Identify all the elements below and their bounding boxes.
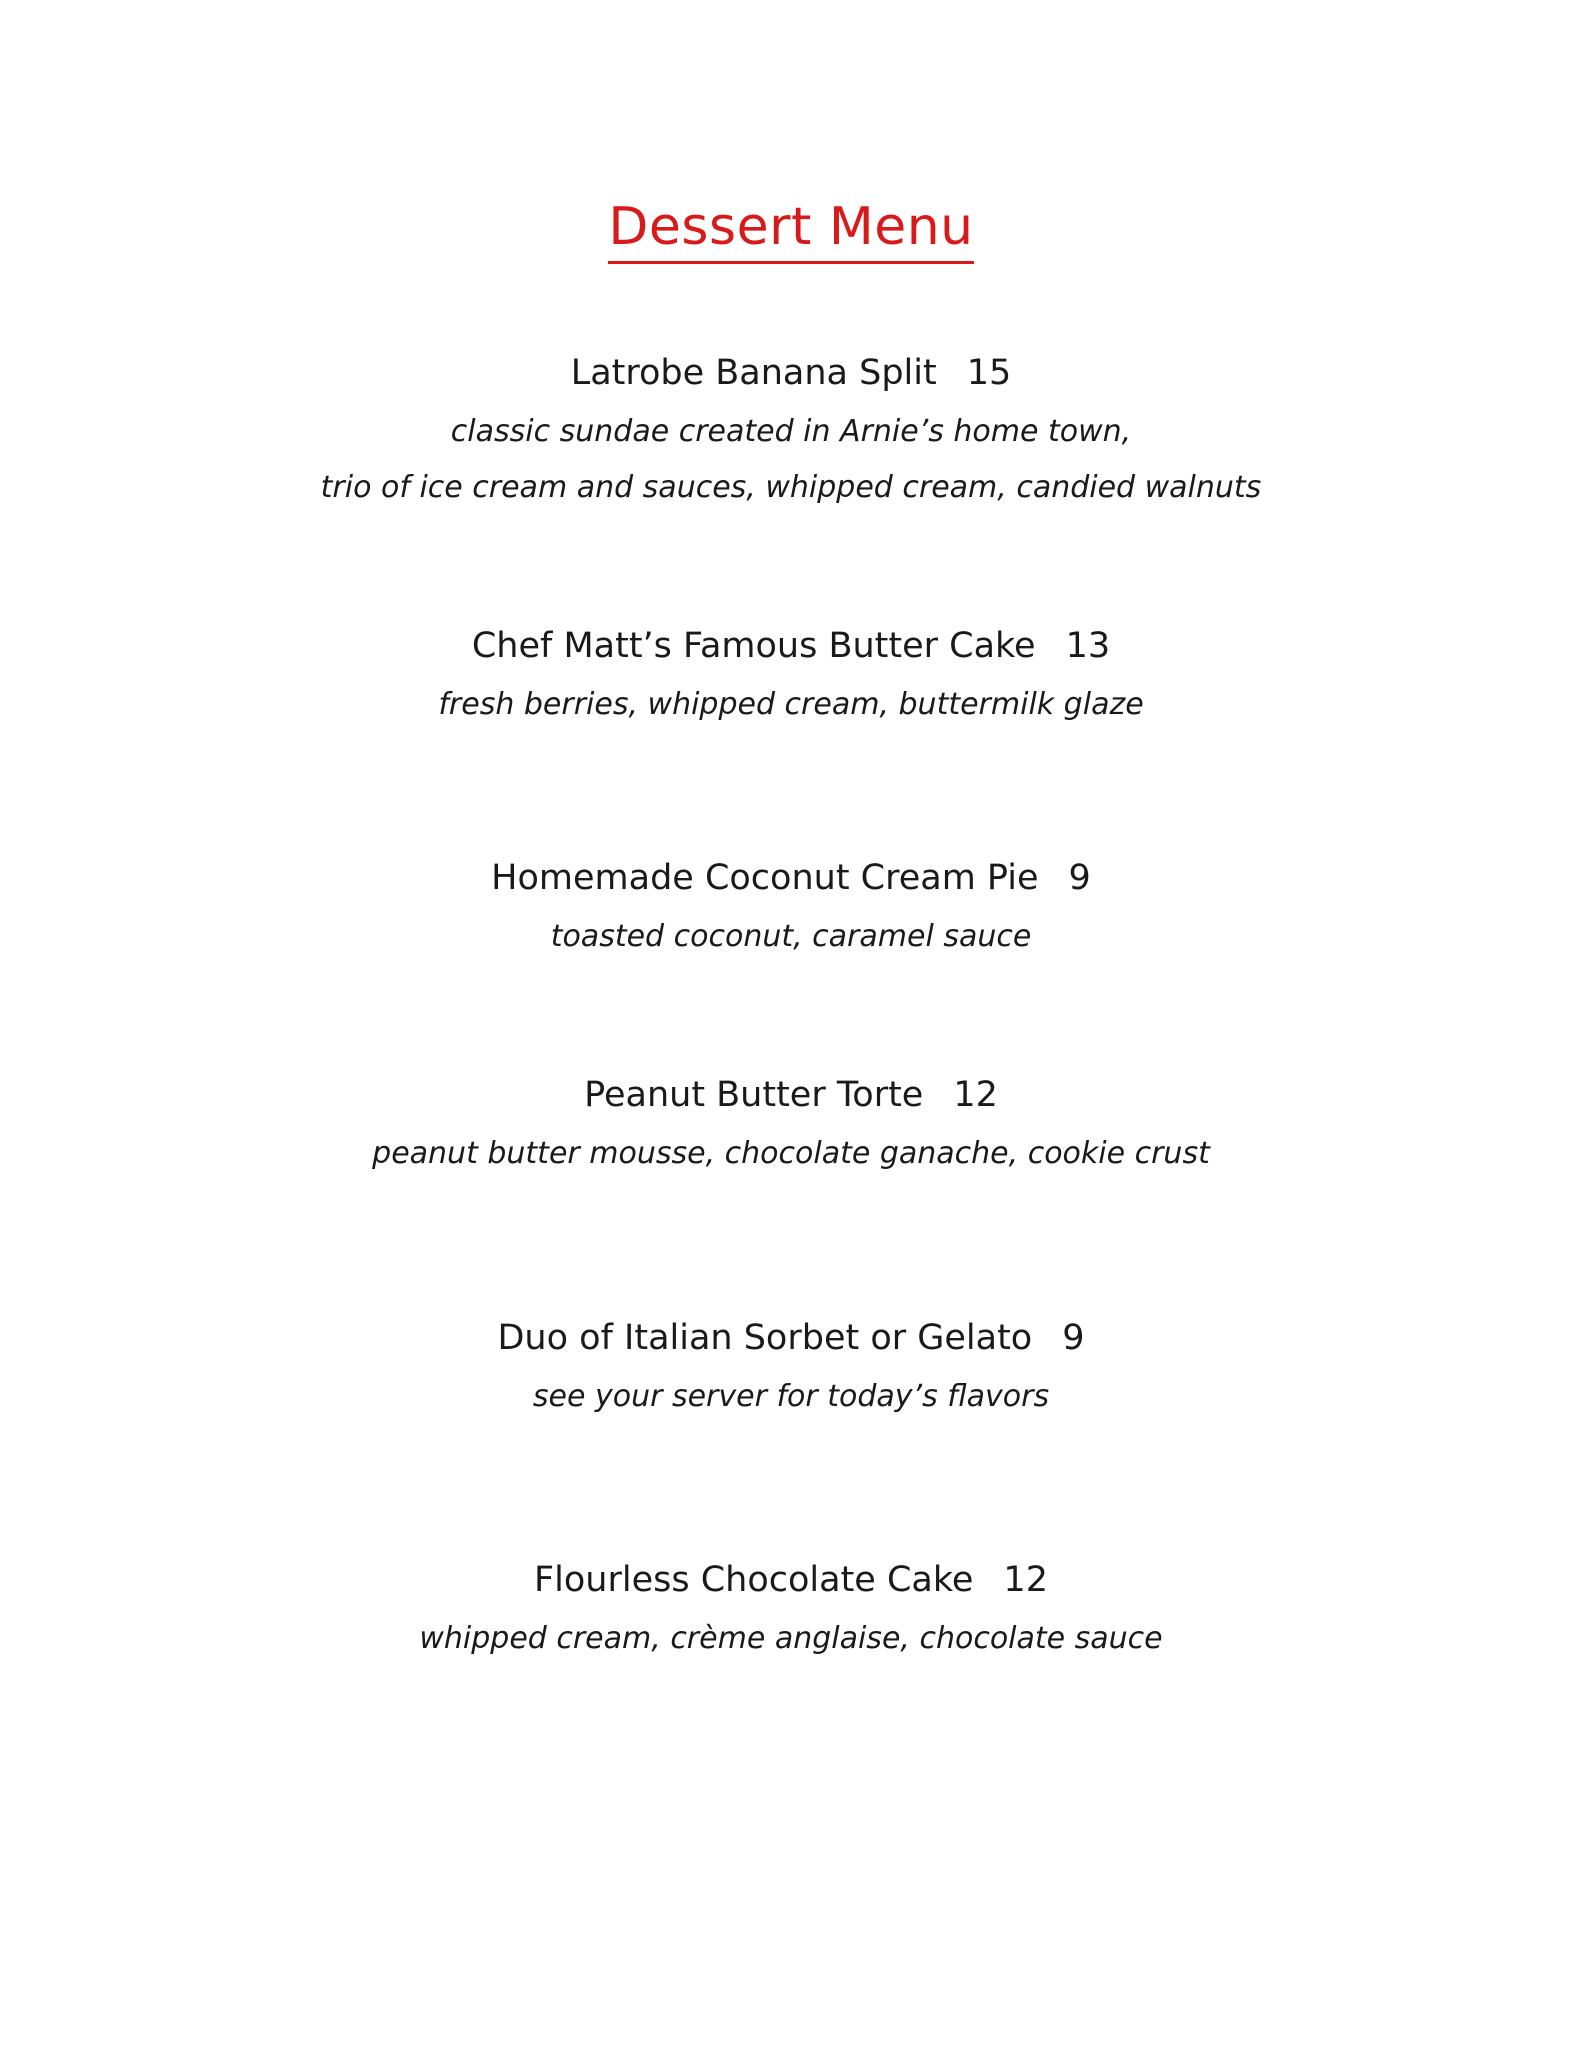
menu-item-description: toasted coconut, caramel sauce xyxy=(550,919,1032,954)
menu-item-price: 12 xyxy=(953,1075,998,1115)
menu-item-name: Homemade Coconut Cream Pie xyxy=(491,858,1039,898)
menu-item-description: classic sundae created in Arnie’s home town, xyxy=(450,414,1132,449)
menu-item xyxy=(0,1315,1582,1425)
menu-item-price: 9 xyxy=(1068,858,1091,898)
page-title: Dessert Menu xyxy=(608,195,973,264)
menu-item-name: Peanut Butter Torte xyxy=(584,1075,924,1115)
menu-item xyxy=(0,1072,1582,1182)
title-wrap xyxy=(0,160,1582,299)
menu-item-price: 12 xyxy=(1003,1560,1048,1600)
menu-item-name: Chef Matt’s Famous Butter Cake xyxy=(471,626,1036,666)
menu-item-heading xyxy=(0,1557,1582,1603)
menu-item-heading xyxy=(0,1072,1582,1118)
menu-item-description: whipped cream, crème anglaise, chocolate sauce xyxy=(419,1621,1163,1656)
menu-item-description: peanut butter mousse, chocolate ganache, cookie crust xyxy=(372,1136,1210,1171)
menu-item-name: Latrobe Banana Split xyxy=(570,353,937,393)
menu-item-price: 15 xyxy=(966,353,1012,393)
menu-item-heading xyxy=(0,855,1582,901)
menu-item-heading xyxy=(0,623,1582,669)
menu-item-description: trio of ice cream and sauces, whipped cream, candied walnuts xyxy=(320,470,1262,505)
menu-item-name: Flourless Chocolate Cake xyxy=(534,1560,974,1600)
menu-item-heading xyxy=(0,1315,1582,1361)
menu-item-description: fresh berries, whipped cream, buttermilk glaze xyxy=(438,687,1144,722)
menu-item-description: see your server for today’s flavors xyxy=(532,1379,1050,1414)
menu-item xyxy=(0,350,1582,516)
menu-item xyxy=(0,1557,1582,1667)
menu-item xyxy=(0,855,1582,965)
menu-item-price: 13 xyxy=(1065,626,1111,666)
menu-item xyxy=(0,623,1582,733)
menu-item-name: Duo of Italian Sorbet or Gelato xyxy=(497,1318,1033,1358)
menu-item-price: 9 xyxy=(1062,1318,1085,1358)
menu-item-heading xyxy=(0,350,1582,396)
